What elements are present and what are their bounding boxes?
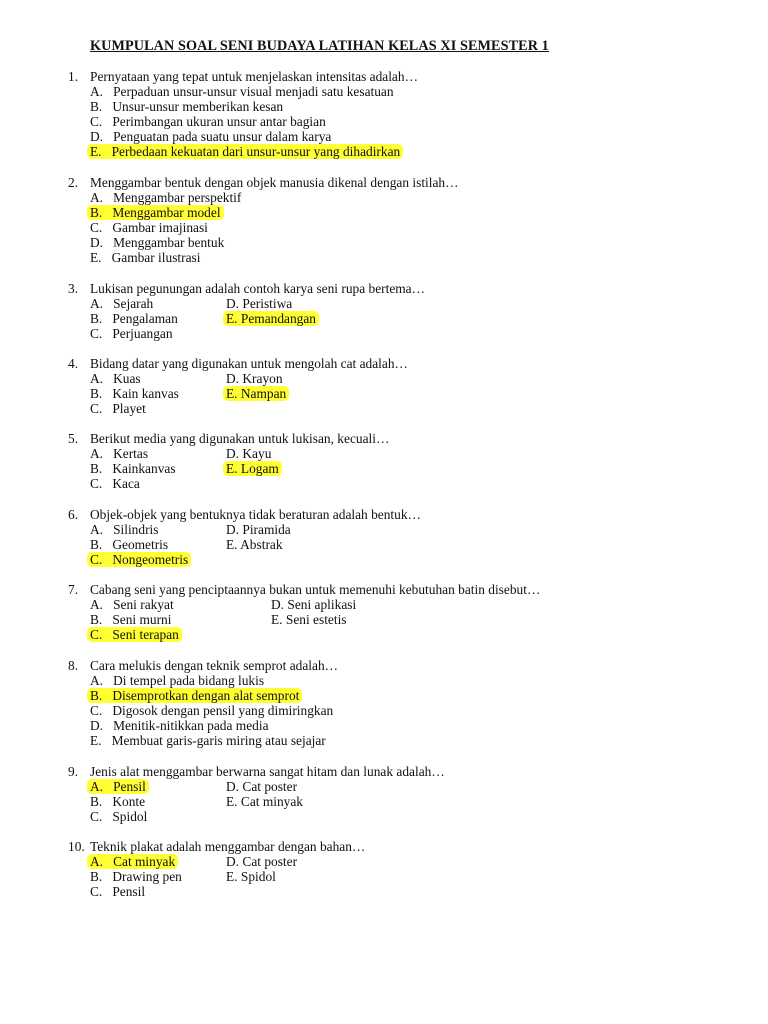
option-d: D. Menitik-nitikkan pada media (90, 718, 269, 733)
option-a: A. Kertas (90, 446, 149, 461)
option-e-highlighted: E. Perbedaan kekuatan dari unsur-unsur yang dihadirkan (87, 144, 403, 159)
option-d: D. Peristiwa (226, 296, 293, 311)
option-c-highlighted: C. Nongeometris (87, 552, 191, 567)
question-6 (68, 507, 728, 567)
question-text: Cabang seni yang penciptaannya bukan untuk memenuhi kebutuhan batin disebut… (90, 582, 541, 597)
option-d: D. Krayon (226, 371, 283, 386)
option-b: B. Unsur-unsur memberikan kesan (90, 99, 284, 114)
option-e: E. Spidol (226, 869, 276, 884)
question-3 (68, 281, 728, 341)
document-title: KUMPULAN SOAL SENI BUDAYA LATIHAN KELAS XI SEMESTER 1 (90, 38, 549, 54)
question-number: 6. (68, 507, 79, 522)
option-c: C. Kaca (90, 476, 140, 491)
option-c: C. Gambar imajinasi (90, 220, 208, 235)
option-b: B. Seni murni (90, 612, 172, 627)
option-b: B. Drawing pen (90, 869, 182, 884)
option-a: A. Menggambar perspektif (90, 190, 242, 205)
question-number: 7. (68, 582, 79, 597)
question-number: 10. (68, 839, 85, 854)
option-b-highlighted: B. Menggambar model (87, 205, 224, 220)
option-b: B. Konte (90, 794, 146, 809)
option-c: C. Perimbangan ukuran unsur antar bagian (90, 114, 326, 129)
question-text: Menggambar bentuk dengan objek manusia dikenal dengan istilah… (90, 175, 459, 190)
option-d: D. Piramida (226, 522, 291, 537)
question-text: Berikut media yang digunakan untuk lukisan, kecuali… (90, 431, 390, 446)
option-e-highlighted: E. Pemandangan (223, 311, 319, 326)
option-a: A. Perpaduan unsur-unsur visual menjadi satu kesatuan (90, 84, 394, 99)
option-c: C. Playet (90, 401, 146, 416)
option-d: D. Seni aplikasi (271, 597, 357, 612)
option-a: A. Di tempel pada bidang lukis (90, 673, 265, 688)
question-number: 5. (68, 431, 79, 446)
option-e: E. Membuat garis-garis miring atau sejajar (90, 733, 326, 748)
option-a: A. Kuas (90, 371, 141, 386)
question-9 (68, 764, 728, 824)
option-c: C. Perjuangan (90, 326, 173, 341)
option-d: D. Penguatan pada suatu unsur dalam karya (90, 129, 332, 144)
question-2 (68, 175, 728, 265)
option-e: E. Gambar ilustrasi (90, 250, 201, 265)
option-d: D. Cat poster (226, 779, 298, 794)
question-text: Pernyataan yang tepat untuk menjelaskan intensitas adalah… (90, 69, 418, 84)
option-c: C. Spidol (90, 809, 148, 824)
option-b: B. Geometris (90, 537, 169, 552)
option-d: D. Kayu (226, 446, 272, 461)
question-number: 3. (68, 281, 79, 296)
question-5 (68, 431, 728, 491)
option-c: C. Pensil (90, 884, 146, 899)
question-text: Objek-objek yang bentuknya tidak beraturan adalah bentuk… (90, 507, 421, 522)
question-number: 4. (68, 356, 79, 371)
question-number: 1. (68, 69, 79, 84)
option-a: A. Silindris (90, 522, 159, 537)
option-c: C. Digosok dengan pensil yang dimiringkan (90, 703, 334, 718)
option-e: E. Cat minyak (226, 794, 303, 809)
question-text: Lukisan pegunungan adalah contoh karya seni rupa bertema… (90, 281, 426, 296)
question-number: 2. (68, 175, 79, 190)
question-number: 9. (68, 764, 79, 779)
option-e-highlighted: E. Nampan (223, 386, 289, 401)
option-b: B. Kainkanvas (90, 461, 176, 476)
question-1 (68, 69, 728, 159)
option-e: E. Abstrak (226, 537, 283, 552)
option-a: A. Seni rakyat (90, 597, 174, 612)
option-b: B. Pengalaman (90, 311, 178, 326)
option-e: E. Seni estetis (271, 612, 347, 627)
option-d: D. Cat poster (226, 854, 298, 869)
option-b: B. Kain kanvas (90, 386, 179, 401)
question-number: 8. (68, 658, 79, 673)
option-a-highlighted: A. Pensil (87, 779, 149, 794)
question-10 (68, 839, 728, 899)
question-text: Jenis alat menggambar berwarna sangat hitam dan lunak adalah… (90, 764, 445, 779)
question-4 (68, 356, 728, 416)
option-b-highlighted: B. Disemprotkan dengan alat semprot (87, 688, 302, 703)
question-8 (68, 658, 728, 748)
question-text: Cara melukis dengan teknik semprot adalah… (90, 658, 339, 673)
option-a-highlighted: A. Cat minyak (87, 854, 178, 869)
question-text: Bidang datar yang digunakan untuk mengolah cat adalah… (90, 356, 408, 371)
option-a: A. Sejarah (90, 296, 154, 311)
option-e-highlighted: E. Logam (223, 461, 282, 476)
option-d: D. Menggambar bentuk (90, 235, 225, 250)
question-text: Teknik plakat adalah menggambar dengan bahan… (90, 839, 366, 854)
option-c-highlighted: C. Seni terapan (87, 627, 182, 642)
question-7 (68, 582, 728, 642)
